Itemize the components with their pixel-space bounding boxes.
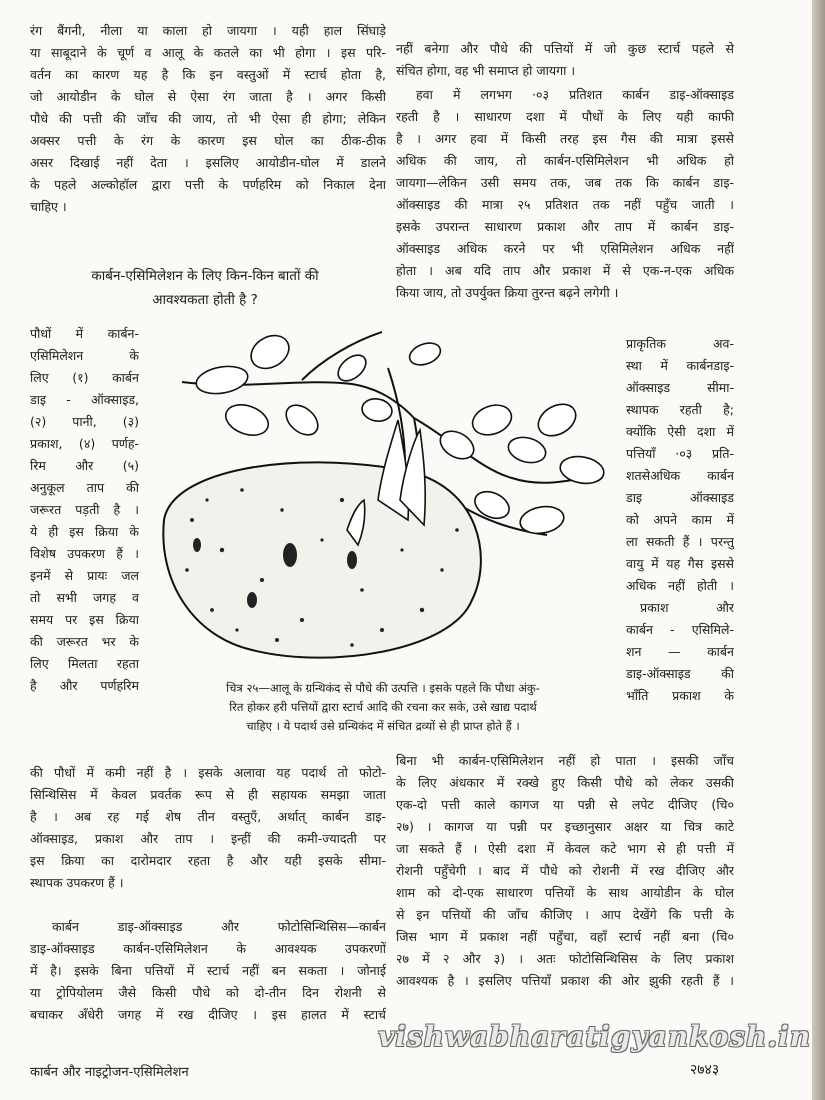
text-line: ये ही इस क्रिया के <box>30 524 139 539</box>
potato-eye <box>193 538 201 552</box>
text-line: डाइ - ऑक्साइड, <box>30 392 139 407</box>
text-line: है । अगर हवा में किसी तरह इस गैस की मात्रा इससे <box>396 131 734 146</box>
paragraph-co2-concentration <box>396 84 734 304</box>
text-line: रिम और (५) <box>30 458 139 473</box>
text-line: २७) । कागज या पन्नी पर इच्छानुसार अक्षर या चित्र काटे <box>396 819 734 834</box>
leaf <box>468 400 515 440</box>
text-line: अनुकूल ताप की <box>30 480 139 495</box>
paragraph-natural-co2 <box>626 333 734 707</box>
figure-caption <box>158 679 608 736</box>
text-line: होता । अब यदि ताप और प्रकाश में से एक-न-एक अधिक <box>396 263 734 278</box>
running-footer-title: कार्बन और नाइट्रोजन-एसिमिलेशन <box>30 1065 189 1080</box>
text-line: आवश्यक है । इसलिए पत्तियाँ प्रकाश की ओर झुकी रहती हैं । <box>396 973 734 988</box>
text-line: नहीं बनेगा और पौधे की पत्तियों में जो कुछ स्टार्च पहले से <box>396 41 734 56</box>
text-line: एसिमिलेशन के <box>30 348 139 363</box>
text-line: ऑक्साइड सीमा- <box>626 380 734 395</box>
text-line: पौधे की पत्ती की जाँच की जाय, तो भी ऐसा ही होगा; लेकिन <box>30 111 386 126</box>
text-line: अक्सर पत्ती के रंग के कारण इस घोल का ठीक-ठीक <box>30 133 386 148</box>
caption-line: चाहिए । ये पदार्थ उसे ग्रन्थिकंद में संचित द्रव्यों से ही प्राप्त होते हैं । <box>246 719 520 733</box>
text-line: शाम को दो-एक साधारण पत्तियों के साथ आयोडीन के घोल <box>396 885 734 900</box>
text-line: है और पर्णहरिम <box>30 678 139 693</box>
text-line: प्रकाश और <box>640 600 734 615</box>
text-line: या ट्रोपियोलम जैसे किसी पौधे को दो-तीन दिन रोशनी से <box>30 985 386 1000</box>
watermark: vishwabharatigyankosh.in <box>378 1020 812 1053</box>
leaf <box>280 399 323 441</box>
leaf <box>471 487 514 524</box>
text-line: शतसेअधिक कार्बन <box>626 468 734 483</box>
leaf <box>533 398 582 442</box>
text-line: या साबूदाने के चूर्ण व आलू के कतले का भी होगा । इस परि- <box>30 45 386 60</box>
text-line: ला सकती हैं । परन्तु <box>626 534 734 549</box>
leaf <box>506 433 549 466</box>
text-line: असर दिखाई नहीं देता । इसलिए आयोडीन-घोल में डालने <box>30 155 386 170</box>
text-line: से इन पत्तियों की जाँच कीजिए । आप देखेंगे कि पत्ती के <box>396 907 734 922</box>
text-line: की पौधों में कमी नहीं है । इसके अलावा यह पदार्थ तो फोटो- <box>30 765 386 780</box>
text-line: एक-दो पत्ती काले कागज या पन्नी से लपेट दीजिए (चि० <box>396 797 734 812</box>
text-line: समय पर इस क्रिया <box>30 612 139 627</box>
text-line: के पहले अल्कोहॉल द्वारा पत्ती के पर्णहरिम को निकाल देना <box>30 177 386 192</box>
text-line: स्था में कार्बनडाइ- <box>626 358 734 373</box>
leaf <box>222 399 273 440</box>
text-line: जायगा—लेकिन उसी समय तक, जब तक कि कार्बन डाइ- <box>396 175 734 190</box>
page-edge <box>812 0 825 1100</box>
text-line: ऑक्साइड अधिक करने पर भी एसिमिलेशन अधिक नहीं <box>396 241 734 256</box>
text-line: लिए (१) कार्बन <box>30 370 139 385</box>
text-line: इनमें से प्रायः जल <box>30 568 139 583</box>
text-line: क्योंकि ऐसी दशा में <box>626 424 734 439</box>
paragraph-assimilation-factors <box>30 323 139 697</box>
text-line: इसके उपरान्त साधारण प्रकाश और ताप में कार्बन डाइ- <box>396 219 734 234</box>
text-line: प्रकाश, (४) पर्णह- <box>30 436 139 451</box>
page-number: २७४३ <box>690 1062 720 1078</box>
text-line: इस क्रिया का दारोमदार रहता है और यही इसके सीमा- <box>30 853 386 868</box>
text-line: अधिक की जाय, तो कार्बन-एसिमिलेशन भी अधिक हो <box>396 153 734 168</box>
potato-sprout-illustration <box>152 320 620 675</box>
text-line: बिना भी कार्बन-एसिमिलेशन नहीं हो पाता । इसकी जाँच <box>396 753 734 768</box>
text-line: ऑक्साइड की मात्रा २५ प्रतिशत तक नहीं पहुँच जाती । <box>396 197 734 212</box>
section-heading <box>30 264 380 312</box>
leaf <box>360 397 393 424</box>
paragraph-limiting-factors <box>30 762 386 894</box>
potato-tuber <box>163 462 481 657</box>
text-line: पत्तियाँ ·०३ प्रति- <box>626 446 734 461</box>
text-line: सिन्थिसिस में केवल प्रवर्तक रूप से ही सहायक समझा जाता <box>30 787 386 802</box>
caption-line: रित होकर हरी पत्तियों द्वारा स्टार्च आदि की रचना कर सके, उसे खाद्य पदार्थ <box>229 700 537 714</box>
text-line: कार्बन - एसिमिले- <box>626 622 734 637</box>
text-line: तो सभी जगह व <box>30 590 139 605</box>
text-line: वर्तन का कारण यह है कि इन वस्तुओं में स्टार्च होता है, <box>30 67 386 82</box>
text-line: ऑक्साइड, प्रकाश और ताप । इन्हीं की कमी-ज्यादती पर <box>30 831 386 846</box>
paragraph-light-requirement <box>396 750 734 992</box>
heading-line: आवश्यकता होती है ? <box>152 292 258 308</box>
leaf <box>333 350 370 386</box>
potato-eye <box>283 543 297 567</box>
text-line: जरूरत पड़ती है । <box>30 502 139 517</box>
text-line: शन — कार्बन <box>626 644 734 659</box>
text-line: डाइ ऑक्साइड <box>626 490 734 505</box>
text-line: वायु में यह गैस इससे <box>626 556 734 571</box>
text-line: स्थापक उपकरण हैं । <box>30 875 124 890</box>
paragraph-starch-depletion <box>396 38 734 82</box>
text-line: जो आयोडीन के घोल से ऐसा रंग जाता है । अगर किसी <box>30 89 386 104</box>
text-line: बचाकर अँधेरी जगह में रख दीजिए । इस हालत में स्टार्च <box>30 1007 386 1022</box>
text-line: लिए मिलता रहता <box>30 656 139 671</box>
text-line: को अपने काम में <box>626 512 734 527</box>
text-line: हवा में लगभग ·०३ प्रतिशत कार्बन डाइ-ऑक्साइड <box>416 87 734 102</box>
caption-line: चित्र २५—आलू के ग्रन्थिकंद से पौधे की उत्पत्ति । इसके पहले कि पौधा अंकु- <box>226 681 540 695</box>
text-line: रोशनी पहुँचेगी । बाद में पौधे को रोशनी में रख दीजिए और <box>396 863 734 878</box>
text-line: संचित होगा, वह भी समाप्त हो जायगा । <box>396 63 576 78</box>
heading-line: कार्बन-एसिमिलेशन के लिए किन-किन बातों की <box>91 268 319 284</box>
text-line: के लिए अंधकार में रक्खे हुए किसी पौधे को लेकर उसकी <box>396 775 734 790</box>
text-line: की जरूरत भर के <box>30 634 139 649</box>
text-line: पौधों में कार्बन- <box>30 326 139 341</box>
text-line: प्राकृतिक अव- <box>626 336 734 351</box>
leaf <box>245 329 295 375</box>
text-line: डाइ-ऑक्साइड कार्बन-एसिमिलेशन के आवश्यक उपकरणों <box>30 941 386 956</box>
leaf <box>407 339 444 369</box>
text-line: रंग बैंगनी, नीला या काला हो जायगा । यही हाल सिंघाड़े <box>30 23 386 38</box>
text-line: किया जाय, तो उपर्युक्त क्रिया तुरन्त बढ़ने लगेगी । <box>396 285 619 300</box>
potato-eye <box>247 592 257 608</box>
text-line: रहती है । साधारण दशा में पौधों के लिए यही काफी <box>396 109 734 124</box>
paragraph-co2-photosynthesis <box>30 916 386 1026</box>
text-line: है । अब रह गई शेष तीन वस्तुएँ, अर्थात् कार्बन डाइ- <box>30 809 386 824</box>
potato-eye <box>347 551 357 569</box>
text-line: जिस भाग में प्रकाश नहीं पहुँचा, वहाँ स्टार्च नहीं बना (चि० <box>396 929 734 944</box>
text-line: २७ में २ और ३) । अतः फोटोसिन्थिसिस के लिए प्रकाश <box>396 951 734 966</box>
text-line: कार्बन डाइ-ऑक्साइड और फोटोसिन्थिसिस—कार्बन <box>52 919 386 934</box>
text-line: डाइ-ऑक्साइड की <box>626 666 734 681</box>
paragraph-iodine-test <box>30 20 386 218</box>
text-line: चाहिए । <box>30 199 67 214</box>
text-line: जा सकते हैं । ऐसी दशा में केवल कटे भाग से ही पत्ती में <box>396 841 734 856</box>
leaf <box>194 363 250 398</box>
text-line: स्थापक रहती है; <box>626 402 734 417</box>
text-line: में है। इसके बिना पत्तियों में स्टार्च नहीं बन सकता । जोनाई <box>30 963 386 978</box>
text-line: अधिक नहीं होती । <box>626 578 734 593</box>
text-line: (२) पानी, (३) <box>30 414 139 429</box>
text-line: विशेष उपकरण हैं । <box>30 546 139 561</box>
text-line: भाँति प्रकाश के <box>626 688 734 703</box>
